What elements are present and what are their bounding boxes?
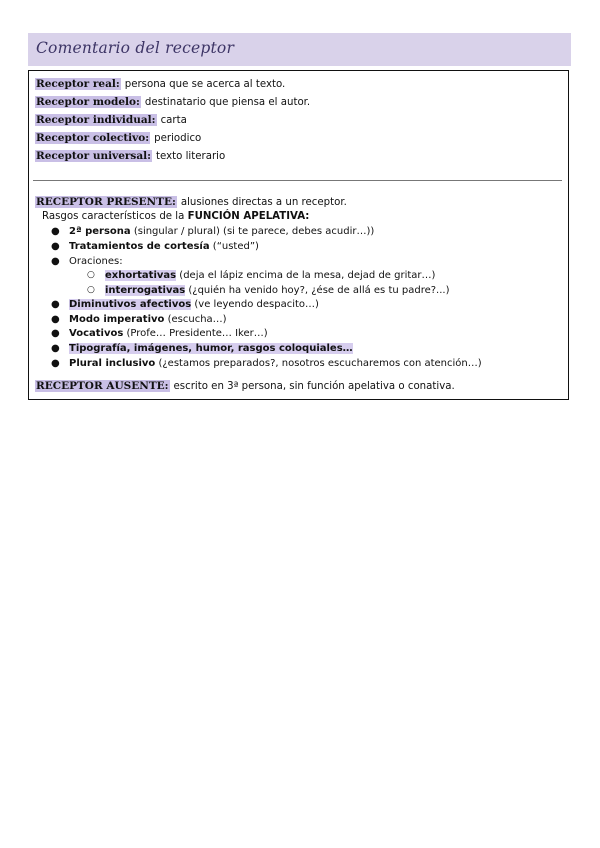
bullet-icon: ●: [51, 256, 60, 267]
presente-text: alusiones directas a un receptor.: [180, 197, 347, 208]
term-text: texto literario: [156, 151, 226, 162]
item-text: Oraciones:: [69, 256, 123, 267]
bullet-icon: ●: [51, 226, 60, 237]
item-bold: Plural inclusivo: [69, 358, 156, 369]
item-text: (ve leyendo despacito…): [194, 299, 319, 310]
definition-row: [35, 78, 285, 91]
term-text: periodico: [154, 133, 202, 144]
term-text: carta: [160, 115, 187, 126]
rasgos-bold: FUNCIÓN APELATIVA:: [187, 211, 310, 222]
content-box: [28, 70, 569, 400]
item-text: (deja el lápiz encima de la mesa, dejad de gritar…): [179, 270, 436, 281]
bullet-icon: ●: [51, 314, 60, 325]
bullet-icon: ●: [51, 358, 60, 369]
divider: [33, 180, 562, 181]
definition-row: [35, 114, 187, 127]
presente-row: [35, 196, 347, 209]
definition-row: [35, 132, 201, 145]
bullet-icon: ●: [51, 241, 60, 252]
title-banner: [28, 33, 571, 66]
item-bold: Modo imperativo: [69, 314, 165, 325]
item-text: (Profe… Presidente… Iker…): [126, 328, 268, 339]
item-bold: Vocativos: [69, 328, 124, 339]
item-bold: 2ª persona: [69, 226, 131, 237]
ausente-label: RECEPTOR AUSENTE:: [36, 380, 169, 392]
term-text: persona que se acerca al texto.: [124, 79, 286, 90]
item-bold: Tipografía, imágenes, humor, rasgos coloquiales…: [69, 343, 353, 354]
sub-bullet-icon: ○: [87, 270, 95, 280]
item-bold: Diminutivos afectivos: [69, 299, 192, 310]
rasgos-line: [42, 210, 309, 223]
sub-bullet-icon: ○: [87, 285, 95, 295]
bullet-icon: ●: [51, 299, 60, 310]
definition-row: [35, 96, 310, 109]
term-label: Receptor colectivo:: [36, 132, 150, 144]
definition-row: [35, 150, 225, 163]
item-text: (singular / plural) (si te parece, debes acudir…)): [133, 226, 375, 237]
item-text: (escucha…): [167, 314, 227, 325]
bullet-icon: ●: [51, 328, 60, 339]
term-text: destinatario que piensa el autor.: [144, 97, 311, 108]
ausente-row: [35, 380, 455, 393]
item-text: (¿quién ha venido hoy?, ¿ése de allá es tu padre?...): [188, 285, 450, 296]
item-bold: interrogativas: [105, 285, 186, 296]
page-title: Comentario del receptor: [36, 39, 235, 57]
item-text: (“usted”): [212, 241, 259, 252]
term-label: Receptor universal:: [36, 150, 152, 162]
rasgos-prefix: Rasgos característicos de la: [42, 211, 185, 222]
presente-label: RECEPTOR PRESENTE:: [36, 196, 176, 208]
item-bold: Tratamientos de cortesía: [69, 241, 210, 252]
ausente-text: escrito en 3ª persona, sin función apelativa o conativa.: [173, 381, 455, 392]
term-label: Receptor individual:: [36, 114, 156, 126]
term-label: Receptor real:: [36, 78, 120, 90]
item-text: (¿estamos preparados?, nosotros escucharemos con atención…): [158, 358, 482, 369]
bullet-icon: ●: [51, 343, 60, 354]
term-label: Receptor modelo:: [36, 96, 140, 108]
item-bold: exhortativas: [105, 270, 177, 281]
